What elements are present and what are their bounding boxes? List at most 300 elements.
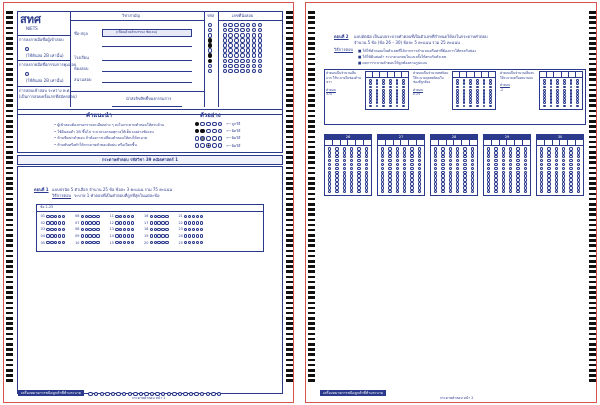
- digit-bubble[interactable]: [365, 190, 368, 193]
- digit-bubble[interactable]: [350, 159, 353, 162]
- answer-digit-cell[interactable]: [356, 140, 364, 145]
- digit-bubble[interactable]: [524, 159, 527, 162]
- digit-bubble[interactable]: [357, 155, 360, 158]
- digit-bubble[interactable]: [494, 167, 497, 170]
- answer-bubble[interactable]: [131, 228, 134, 231]
- seat-number-bubbles[interactable]: [222, 23, 263, 73]
- answer-bubble[interactable]: [154, 215, 157, 218]
- proctor-bubble[interactable]: [24, 72, 30, 77]
- digit-bubble[interactable]: [562, 190, 565, 193]
- digit-bubble[interactable]: [577, 167, 580, 170]
- digit-bubble[interactable]: [350, 151, 353, 154]
- answer-bubble[interactable]: [188, 241, 191, 244]
- digit-bubble[interactable]: [410, 163, 413, 166]
- digit-bubble[interactable]: [350, 147, 353, 150]
- digit-bubble[interactable]: [418, 163, 421, 166]
- seat-bubble[interactable]: [240, 28, 244, 32]
- digit-bubble[interactable]: [509, 178, 512, 181]
- digit-bubble[interactable]: [463, 163, 466, 166]
- seat-bubble[interactable]: [234, 53, 238, 57]
- digit-bubble[interactable]: [569, 174, 572, 177]
- digit-bubble[interactable]: [555, 151, 558, 154]
- footer-bubble[interactable]: [167, 392, 171, 396]
- answer-bubble[interactable]: [196, 241, 199, 244]
- footer-bubble[interactable]: [211, 392, 215, 396]
- digit-bubble[interactable]: [569, 167, 572, 170]
- digit-bubble[interactable]: [441, 147, 444, 150]
- answer-bubble[interactable]: [165, 215, 168, 218]
- digit-bubble[interactable]: [449, 178, 452, 181]
- digit-bubble[interactable]: [434, 174, 437, 177]
- digit-bubble[interactable]: [577, 171, 580, 174]
- code-bubble[interactable]: [208, 43, 212, 47]
- answer-bubble[interactable]: [58, 228, 61, 231]
- digit-bubble[interactable]: [396, 182, 399, 185]
- digit-bubble[interactable]: [547, 155, 550, 158]
- digit-bubble[interactable]: [494, 190, 497, 193]
- digit-bubble[interactable]: [343, 151, 346, 154]
- digit-bubble[interactable]: [381, 182, 384, 185]
- footer-bubble[interactable]: [200, 392, 204, 396]
- answer-bubble[interactable]: [127, 234, 130, 237]
- answer-bubble[interactable]: [192, 221, 195, 224]
- digit-bubble[interactable]: [418, 174, 421, 177]
- digit-bubble[interactable]: [441, 190, 444, 193]
- digit-bubble[interactable]: [441, 171, 444, 174]
- answer-bubble[interactable]: [188, 234, 191, 237]
- digit-bubble[interactable]: [494, 159, 497, 162]
- answer-bubble[interactable]: [161, 234, 164, 237]
- digit-bubble[interactable]: [410, 186, 413, 189]
- digit-bubble[interactable]: [410, 167, 413, 170]
- answer-bubble[interactable]: [157, 221, 160, 224]
- digit-bubble[interactable]: [418, 190, 421, 193]
- digit-bubble[interactable]: [410, 155, 413, 158]
- digit-bubble[interactable]: [569, 151, 572, 154]
- seat-bubble[interactable]: [258, 28, 262, 32]
- digit-bubble[interactable]: [516, 190, 519, 193]
- answer-bubble[interactable]: [115, 221, 118, 224]
- code-bubble[interactable]: [208, 53, 212, 57]
- answer-bubble[interactable]: [161, 215, 164, 218]
- answer-bubble[interactable]: [196, 228, 199, 231]
- seat-bubble[interactable]: [234, 43, 238, 47]
- digit-bubble[interactable]: [540, 182, 543, 185]
- digit-bubble[interactable]: [418, 147, 421, 150]
- digit-bubble[interactable]: [434, 190, 437, 193]
- digit-bubble[interactable]: [357, 186, 360, 189]
- digit-bubble[interactable]: [547, 178, 550, 181]
- digit-bubble[interactable]: [494, 182, 497, 185]
- digit-bubble[interactable]: [335, 163, 338, 166]
- seat-bubble[interactable]: [252, 28, 256, 32]
- digit-bubble[interactable]: [540, 167, 543, 170]
- seat-bubble[interactable]: [246, 23, 250, 27]
- digit-bubble[interactable]: [463, 155, 466, 158]
- seat-bubble[interactable]: [246, 48, 250, 52]
- digit-bubble[interactable]: [463, 151, 466, 154]
- seat-bubble[interactable]: [228, 59, 232, 63]
- digit-bubble[interactable]: [403, 171, 406, 174]
- seat-bubble[interactable]: [252, 59, 256, 63]
- digit-bubble[interactable]: [357, 147, 360, 150]
- answer-bubble[interactable]: [184, 228, 187, 231]
- digit-bubble[interactable]: [509, 155, 512, 158]
- seat-bubble[interactable]: [252, 53, 256, 57]
- answer-bubble[interactable]: [154, 221, 157, 224]
- digit-bubble[interactable]: [509, 163, 512, 166]
- digit-bubble[interactable]: [403, 151, 406, 154]
- answer-bubble[interactable]: [165, 228, 168, 231]
- answer-bubble[interactable]: [81, 234, 84, 237]
- digit-bubble[interactable]: [434, 159, 437, 162]
- answer-bubble[interactable]: [96, 221, 99, 224]
- digit-bubble[interactable]: [516, 174, 519, 177]
- digit-bubble[interactable]: [410, 190, 413, 193]
- digit-bubble[interactable]: [343, 182, 346, 185]
- digit-bubble[interactable]: [365, 171, 368, 174]
- answer-bubble[interactable]: [200, 221, 203, 224]
- digit-bubble[interactable]: [509, 182, 512, 185]
- digit-bubble[interactable]: [569, 171, 572, 174]
- digit-bubble[interactable]: [487, 155, 490, 158]
- answer-digit-cell[interactable]: [568, 140, 576, 145]
- digit-bubble[interactable]: [516, 171, 519, 174]
- answer-bubble[interactable]: [127, 221, 130, 224]
- digit-bubble[interactable]: [357, 159, 360, 162]
- digit-bubble[interactable]: [555, 171, 558, 174]
- digit-bubble[interactable]: [343, 186, 346, 189]
- answer-bubble[interactable]: [123, 241, 126, 244]
- digit-bubble[interactable]: [388, 167, 391, 170]
- digit-bubble[interactable]: [524, 147, 527, 150]
- digit-bubble[interactable]: [396, 159, 399, 162]
- seat-bubble[interactable]: [234, 64, 238, 68]
- digit-bubble[interactable]: [463, 171, 466, 174]
- seat-bubble[interactable]: [223, 53, 227, 57]
- digit-bubble[interactable]: [357, 190, 360, 193]
- digit-bubble[interactable]: [418, 186, 421, 189]
- answer-bubble[interactable]: [161, 241, 164, 244]
- seat-bubble[interactable]: [252, 33, 256, 37]
- digit-bubble[interactable]: [335, 155, 338, 158]
- seat-bubble[interactable]: [234, 38, 238, 42]
- answer-bubble[interactable]: [50, 234, 53, 237]
- answer-digit-cell[interactable]: [492, 140, 500, 145]
- digit-bubble[interactable]: [410, 174, 413, 177]
- seat-bubble[interactable]: [234, 33, 238, 37]
- answer-bubble[interactable]: [88, 221, 91, 224]
- answer-bubble[interactable]: [119, 234, 122, 237]
- answer-bubble[interactable]: [184, 234, 187, 237]
- seat-bubble[interactable]: [240, 38, 244, 42]
- answer-bubble[interactable]: [165, 221, 168, 224]
- answer-bubble[interactable]: [119, 241, 122, 244]
- digit-bubble[interactable]: [494, 174, 497, 177]
- digit-bubble[interactable]: [524, 182, 527, 185]
- digit-bubble[interactable]: [555, 190, 558, 193]
- digit-bubble[interactable]: [328, 159, 331, 162]
- footer-bubble[interactable]: [178, 392, 182, 396]
- answer-digit-cell[interactable]: [523, 140, 530, 145]
- digit-bubble[interactable]: [403, 174, 406, 177]
- answer-digit-cell[interactable]: [537, 140, 545, 145]
- digit-bubble[interactable]: [471, 174, 474, 177]
- digit-bubble[interactable]: [456, 155, 459, 158]
- digit-bubble[interactable]: [343, 163, 346, 166]
- seat-bubble[interactable]: [223, 23, 227, 27]
- digit-bubble[interactable]: [434, 151, 437, 154]
- digit-bubble[interactable]: [388, 171, 391, 174]
- code-bubble[interactable]: [208, 33, 212, 37]
- digit-bubble[interactable]: [418, 182, 421, 185]
- answer-bubble[interactable]: [184, 241, 187, 244]
- digit-bubble[interactable]: [396, 186, 399, 189]
- digit-bubble[interactable]: [328, 155, 331, 158]
- digit-bubble[interactable]: [569, 178, 572, 181]
- digit-bubble[interactable]: [365, 163, 368, 166]
- answer-bubble[interactable]: [131, 215, 134, 218]
- seat-bubble[interactable]: [228, 38, 232, 42]
- digit-bubble[interactable]: [502, 163, 505, 166]
- school-field[interactable]: [102, 82, 192, 83]
- digit-bubble[interactable]: [524, 163, 527, 166]
- digit-bubble[interactable]: [381, 151, 384, 154]
- digit-bubble[interactable]: [509, 159, 512, 162]
- digit-bubble[interactable]: [494, 147, 497, 150]
- digit-bubble[interactable]: [463, 147, 466, 150]
- seat-bubble[interactable]: [228, 28, 232, 32]
- digit-bubble[interactable]: [410, 147, 413, 150]
- digit-bubble[interactable]: [365, 167, 368, 170]
- answer-bubble[interactable]: [150, 228, 153, 231]
- digit-bubble[interactable]: [350, 174, 353, 177]
- digit-bubble[interactable]: [509, 171, 512, 174]
- digit-bubble[interactable]: [516, 147, 519, 150]
- digit-bubble[interactable]: [381, 174, 384, 177]
- digit-bubble[interactable]: [449, 151, 452, 154]
- answer-bubble[interactable]: [184, 221, 187, 224]
- digit-bubble[interactable]: [540, 186, 543, 189]
- digit-bubble[interactable]: [471, 163, 474, 166]
- answer-bubble[interactable]: [127, 228, 130, 231]
- digit-bubble[interactable]: [388, 182, 391, 185]
- seat-bubble[interactable]: [240, 48, 244, 52]
- answer-bubble[interactable]: [85, 234, 88, 237]
- digit-bubble[interactable]: [335, 178, 338, 181]
- digit-bubble[interactable]: [509, 186, 512, 189]
- digit-bubble[interactable]: [471, 182, 474, 185]
- seat-bubble[interactable]: [246, 38, 250, 42]
- answer-bubble[interactable]: [50, 215, 53, 218]
- answer-bubble[interactable]: [192, 215, 195, 218]
- digit-bubble[interactable]: [434, 186, 437, 189]
- digit-bubble[interactable]: [328, 186, 331, 189]
- digit-bubble[interactable]: [456, 151, 459, 154]
- seat-bubble[interactable]: [240, 33, 244, 37]
- answer-bubble[interactable]: [157, 215, 160, 218]
- digit-bubble[interactable]: [418, 167, 421, 170]
- seat-bubble[interactable]: [223, 28, 227, 32]
- answer-bubble[interactable]: [46, 228, 49, 231]
- digit-bubble[interactable]: [569, 155, 572, 158]
- seat-bubble[interactable]: [258, 23, 262, 27]
- digit-bubble[interactable]: [357, 171, 360, 174]
- digit-bubble[interactable]: [577, 163, 580, 166]
- digit-bubble[interactable]: [434, 178, 437, 181]
- answer-digit-cell[interactable]: [325, 140, 333, 145]
- digit-bubble[interactable]: [434, 171, 437, 174]
- seat-bubble[interactable]: [252, 69, 256, 73]
- digit-bubble[interactable]: [540, 174, 543, 177]
- digit-bubble[interactable]: [502, 155, 505, 158]
- digit-bubble[interactable]: [509, 167, 512, 170]
- digit-bubble[interactable]: [381, 171, 384, 174]
- digit-bubble[interactable]: [335, 151, 338, 154]
- answer-digit-cell[interactable]: [462, 140, 470, 145]
- digit-bubble[interactable]: [434, 155, 437, 158]
- answer-bubble[interactable]: [150, 234, 153, 237]
- digit-bubble[interactable]: [577, 190, 580, 193]
- seat-bubble[interactable]: [228, 43, 232, 47]
- digit-bubble[interactable]: [456, 167, 459, 170]
- digit-bubble[interactable]: [540, 171, 543, 174]
- digit-bubble[interactable]: [463, 182, 466, 185]
- answer-bubble[interactable]: [50, 241, 53, 244]
- answer-bubble[interactable]: [165, 234, 168, 237]
- digit-bubble[interactable]: [328, 190, 331, 193]
- digit-bubble[interactable]: [555, 182, 558, 185]
- digit-bubble[interactable]: [502, 147, 505, 150]
- digit-bubble[interactable]: [516, 178, 519, 181]
- answer-bubble[interactable]: [58, 234, 61, 237]
- digit-bubble[interactable]: [577, 159, 580, 162]
- answer-bubble[interactable]: [154, 234, 157, 237]
- seat-bubble[interactable]: [234, 23, 238, 27]
- answer-bubble[interactable]: [196, 221, 199, 224]
- digit-bubble[interactable]: [441, 151, 444, 154]
- digit-bubble[interactable]: [502, 182, 505, 185]
- digit-bubble[interactable]: [516, 155, 519, 158]
- digit-bubble[interactable]: [487, 167, 490, 170]
- seat-bubble[interactable]: [228, 48, 232, 52]
- seat-bubble[interactable]: [258, 69, 262, 73]
- seat-bubble[interactable]: [223, 48, 227, 52]
- digit-bubble[interactable]: [516, 167, 519, 170]
- digit-bubble[interactable]: [365, 151, 368, 154]
- answer-bubble[interactable]: [58, 215, 61, 218]
- digit-bubble[interactable]: [381, 186, 384, 189]
- digit-bubble[interactable]: [562, 155, 565, 158]
- code-bubble[interactable]: [208, 23, 212, 27]
- digit-bubble[interactable]: [403, 163, 406, 166]
- answer-bubble[interactable]: [92, 241, 95, 244]
- digit-bubble[interactable]: [381, 155, 384, 158]
- digit-bubble[interactable]: [471, 178, 474, 181]
- digit-bubble[interactable]: [577, 178, 580, 181]
- seat-bubble[interactable]: [223, 33, 227, 37]
- digit-bubble[interactable]: [396, 178, 399, 181]
- answer-bubble[interactable]: [188, 228, 191, 231]
- answer-bubble[interactable]: [81, 215, 84, 218]
- answer-bubble[interactable]: [192, 241, 195, 244]
- seat-bubble[interactable]: [240, 43, 244, 47]
- digit-bubble[interactable]: [471, 186, 474, 189]
- digit-bubble[interactable]: [471, 167, 474, 170]
- answer-bubble[interactable]: [96, 215, 99, 218]
- answer-digit-cell[interactable]: [431, 140, 439, 145]
- digit-bubble[interactable]: [471, 171, 474, 174]
- answer-bubble[interactable]: [115, 234, 118, 237]
- digit-bubble[interactable]: [516, 186, 519, 189]
- digit-bubble[interactable]: [335, 171, 338, 174]
- digit-bubble[interactable]: [547, 159, 550, 162]
- digit-bubble[interactable]: [441, 167, 444, 170]
- seat-bubble[interactable]: [246, 69, 250, 73]
- digit-bubble[interactable]: [449, 190, 452, 193]
- seat-bubble[interactable]: [258, 33, 262, 37]
- digit-bubble[interactable]: [403, 182, 406, 185]
- answer-bubble[interactable]: [184, 215, 187, 218]
- digit-bubble[interactable]: [540, 155, 543, 158]
- answer-bubble[interactable]: [131, 241, 134, 244]
- digit-bubble[interactable]: [381, 147, 384, 150]
- answer-bubble[interactable]: [50, 221, 53, 224]
- footer-bubble[interactable]: [94, 392, 98, 396]
- digit-bubble[interactable]: [381, 178, 384, 181]
- digit-bubble[interactable]: [335, 190, 338, 193]
- seat-bubble[interactable]: [252, 64, 256, 68]
- seat-bubble[interactable]: [228, 33, 232, 37]
- digit-bubble[interactable]: [434, 182, 437, 185]
- digit-bubble[interactable]: [381, 163, 384, 166]
- answer-bubble[interactable]: [154, 228, 157, 231]
- digit-bubble[interactable]: [487, 186, 490, 189]
- digit-bubble[interactable]: [449, 171, 452, 174]
- digit-bubble[interactable]: [471, 155, 474, 158]
- digit-bubble[interactable]: [449, 159, 452, 162]
- answer-bubble[interactable]: [200, 234, 203, 237]
- digit-bubble[interactable]: [403, 159, 406, 162]
- digit-bubble[interactable]: [502, 151, 505, 154]
- digit-bubble[interactable]: [328, 182, 331, 185]
- seat-bubble[interactable]: [234, 48, 238, 52]
- code-bubble[interactable]: [208, 28, 212, 32]
- subject-code-bubbles[interactable]: [207, 23, 213, 73]
- digit-bubble[interactable]: [471, 147, 474, 150]
- seat-bubble[interactable]: [252, 38, 256, 42]
- digit-bubble[interactable]: [396, 171, 399, 174]
- answer-bubble[interactable]: [115, 241, 118, 244]
- digit-bubble[interactable]: [381, 159, 384, 162]
- digit-bubble[interactable]: [410, 151, 413, 154]
- answer-bubble[interactable]: [96, 241, 99, 244]
- footer-bubble[interactable]: [111, 392, 115, 396]
- digit-bubble[interactable]: [562, 182, 565, 185]
- seat-bubble[interactable]: [240, 69, 244, 73]
- answer-bubble[interactable]: [161, 221, 164, 224]
- digit-bubble[interactable]: [357, 182, 360, 185]
- answer-bubble[interactable]: [88, 228, 91, 231]
- answer-bubble[interactable]: [150, 215, 153, 218]
- answer-bubble[interactable]: [54, 228, 57, 231]
- digit-bubble[interactable]: [357, 174, 360, 177]
- digit-bubble[interactable]: [441, 182, 444, 185]
- digit-bubble[interactable]: [350, 163, 353, 166]
- digit-bubble[interactable]: [540, 147, 543, 150]
- digit-bubble[interactable]: [388, 178, 391, 181]
- digit-bubble[interactable]: [494, 178, 497, 181]
